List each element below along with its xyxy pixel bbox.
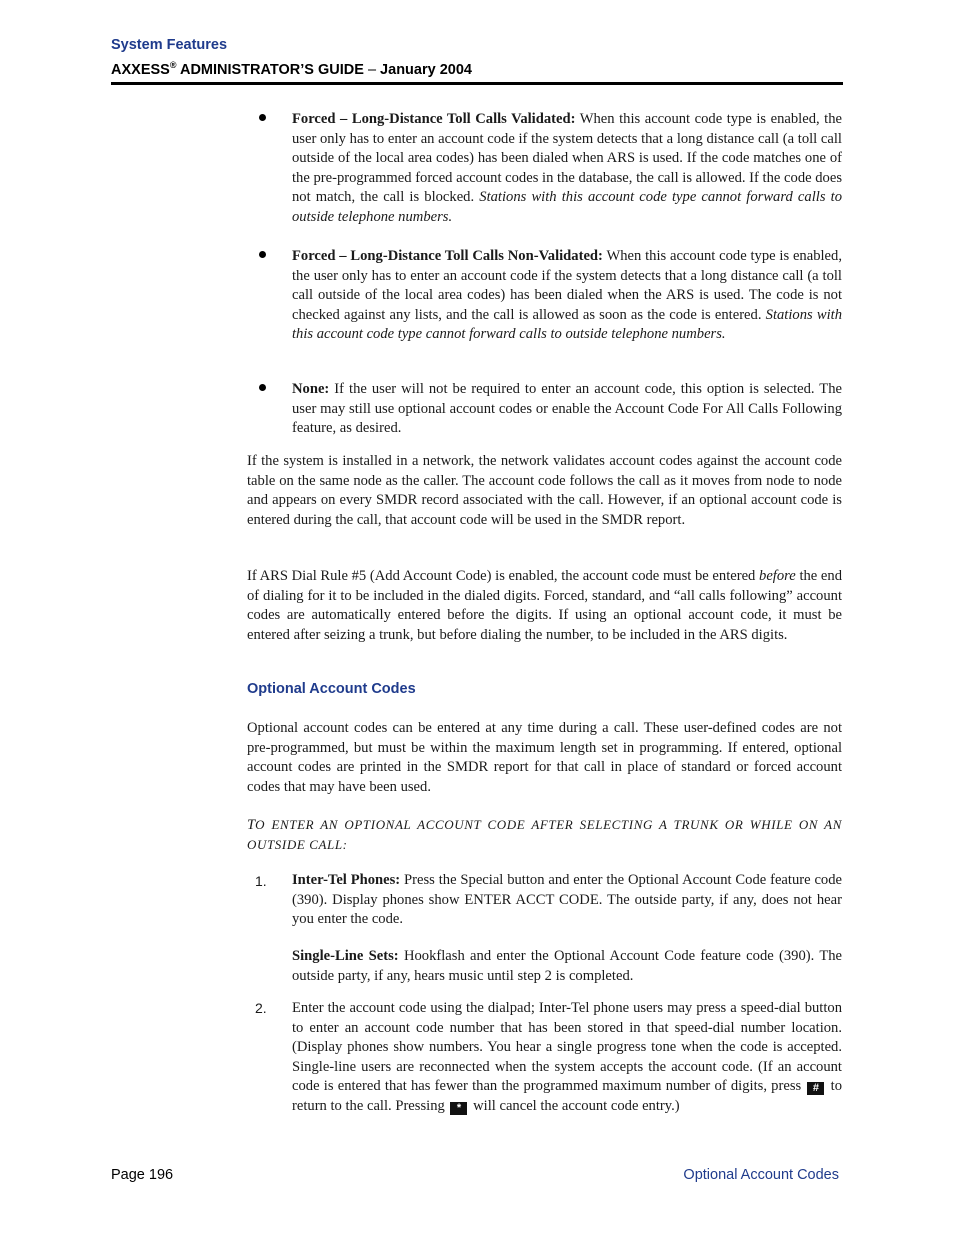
step-1-single-line-sets: Single-Line Sets: Hookflash and enter the Optional Account Code feature code (390). The outside party, if any, hears music until step 2 is completed. <box>292 948 843 984</box>
paragraph-ars-dial-rule: If ARS Dial Rule #5 (Add Account Code) is enabled, the account code must be entered before the end of dialing for it to be included in the dialed digits. Forced, standard, and “all calls following” account codes are automatically entered before the digits. If using an optional account code, it must be entered after seizing a trunk, but before dialing the number, to be included in the ARS digits. <box>247 568 842 643</box>
bullet-item-forced-non-validated: Forced – Long-Distance Toll Calls Non-Validated: When this account code type is enabled, the user only has to enter an account code if the system detects that a long distance call (a toll call outside of the local area codes) has been dialed when the ARS is used. The code is not checked against any lists, and the call is allowed as soon as the code is entered. Stations with this account code type cannot forward calls to outside telephone numbers. <box>292 248 843 342</box>
footer-section-title: Optional Account Codes <box>683 1167 839 1183</box>
paragraph-network: If the system is installed in a network, the network validates account codes against the account code table on the same node as the caller. The account code follows the call as it moves from node to node and appears on every SMDR record associated with the call. However, if an optional account code is entered during the call, that account code will be used in the SMDR report. <box>247 453 842 528</box>
bullet-item-forced-validated: Forced – Long-Distance Toll Calls Validated: When this account code type is enabled, the user only has to enter an account code if the system detects that a long distance call (a toll call outside of the local area codes) has been dialed when ARS is used. If the code matches one of the pre-programmed forced account codes in the database, the call is allowed. If the code does not match, the call is blocked. Stations with this account code type cannot forward calls to outside telephone numbers. <box>292 111 842 225</box>
step-number: 1. <box>255 873 267 889</box>
procedure-title: TO ENTER AN OPTIONAL ACCOUNT CODE AFTER SELECTING A TRUNK OR WHILE ON AN OUTSIDE CALL: <box>247 817 842 852</box>
step-number: 2. <box>255 1000 267 1016</box>
header-rule <box>111 82 843 85</box>
running-header-section: System Features <box>111 37 228 53</box>
step-2-enter-account-code: Enter the account code using the dialpad; Inter-Tel phone users may press a speed-dial button to enter an account code number that has been stored in that speed-dial number location. (Display phones show numbers. You hear a single progress tone when the code is accepted. Single-line users are reconnected when the system accepts the account code. (If an account code is entered that has fewer than the programmed maximum number of digits, press # to return to the call. Pressing * will cancel the account code entry.) <box>292 1000 843 1114</box>
bullet-marker <box>259 114 266 121</box>
bullet-marker <box>259 384 266 391</box>
section-heading: Optional Account Codes <box>247 681 416 697</box>
running-header-guide-title: AXXESS® ADMINISTRATOR’S GUIDE – January 2004 <box>111 60 472 78</box>
step-1-inter-tel-phones: Inter-Tel Phones: Press the Special button and enter the Optional Account Code feature code (390). Display phones show ENTER ACCT CODE. The outside party, if any, does not hear you enter the code. <box>292 872 842 927</box>
pound-key-icon: # <box>807 1082 824 1095</box>
bullet-item-none: None: If the user will not be required to enter an account code, this option is selected. The user may still use optional account codes or enable the Account Code For All Calls Following feature, as desired. <box>292 381 842 436</box>
asterisk-key-icon: * <box>450 1102 467 1115</box>
paragraph-optional-codes: Optional account codes can be entered at any time during a call. These user-defined codes are not pre-programmed, but must be within the maximum length set in programming. If entered, optional account codes are printed in the SMDR report for that call in place of standard or forced account codes that may have been used. <box>247 720 842 795</box>
bullet-marker <box>259 251 266 258</box>
page-number: Page 196 <box>111 1167 174 1183</box>
